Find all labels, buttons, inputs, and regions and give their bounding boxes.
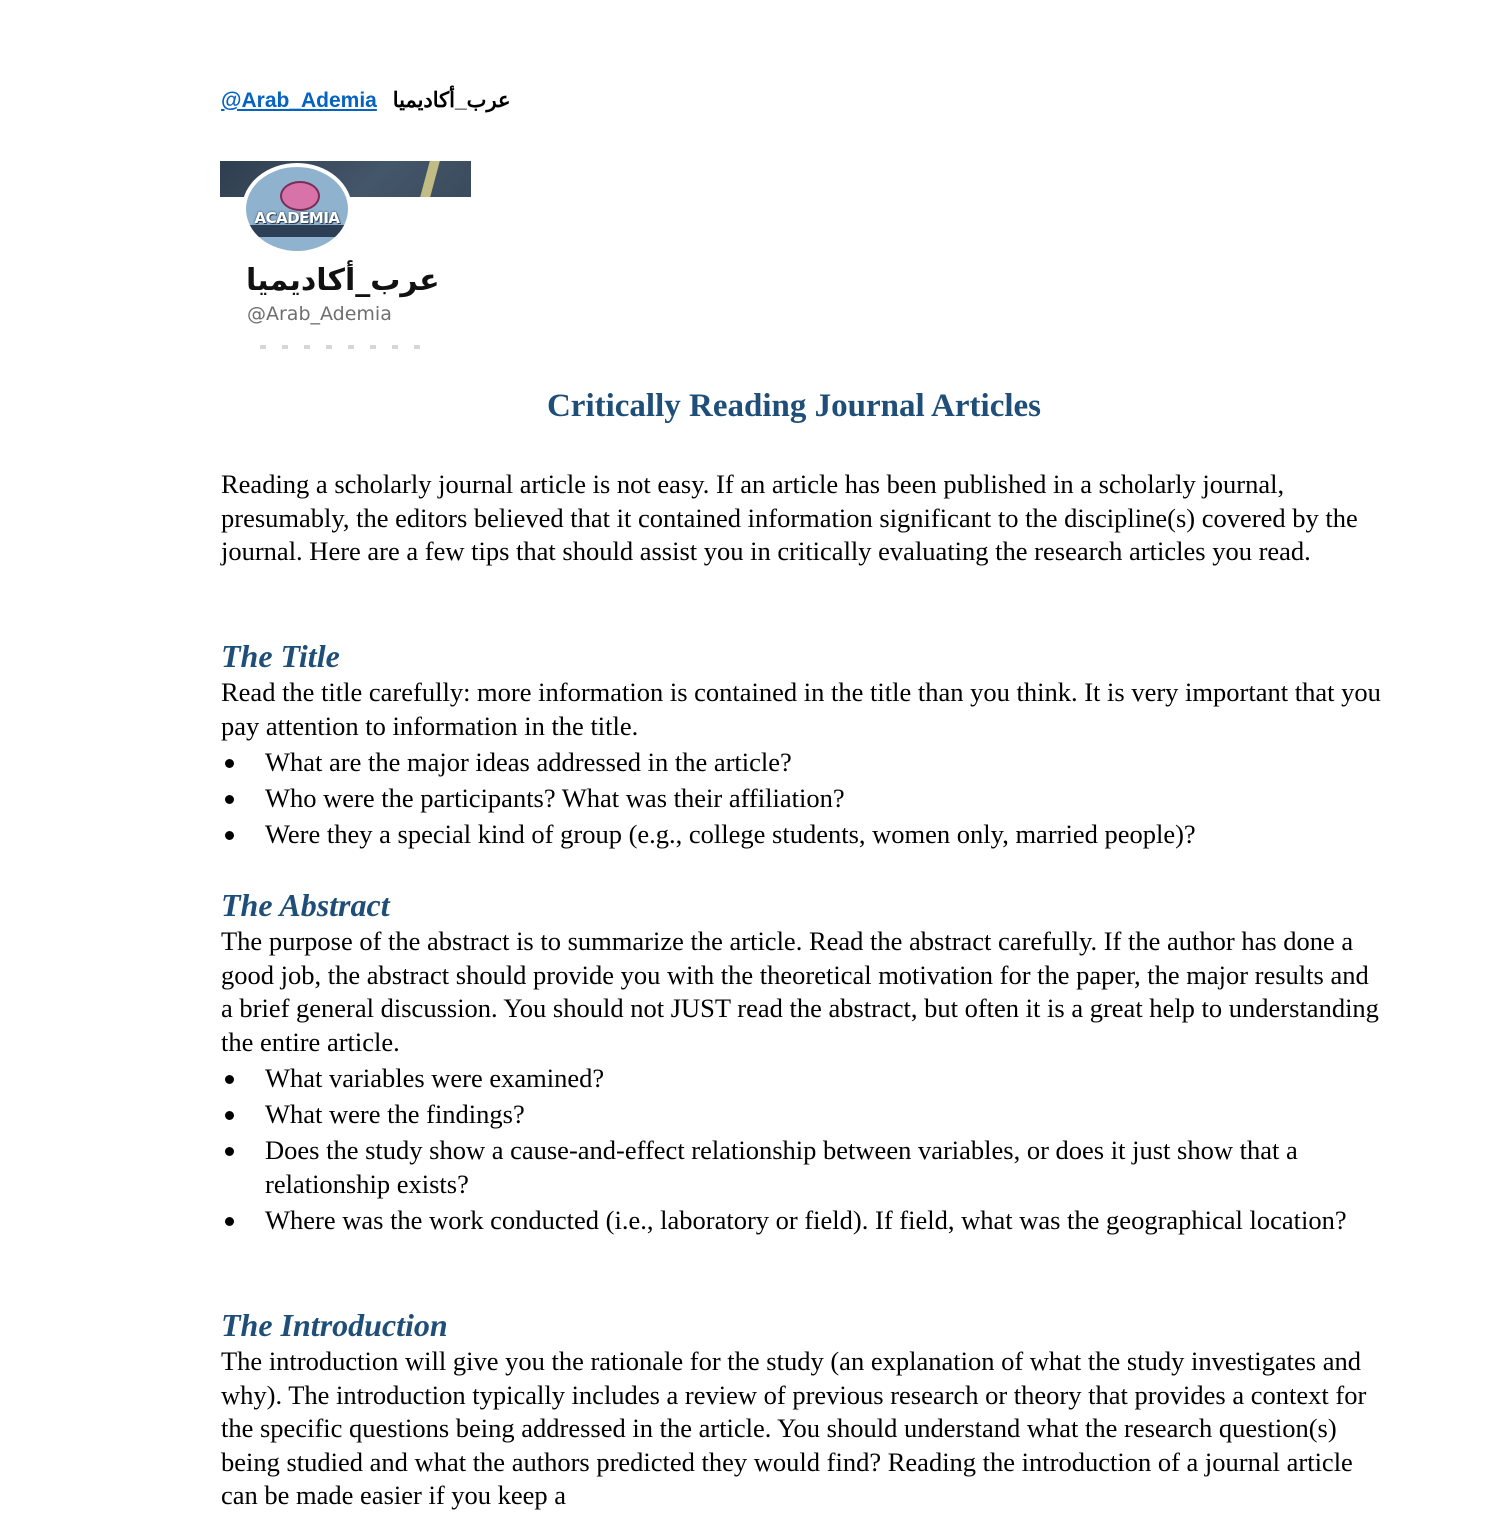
banner-decoration [420,161,440,197]
list-item [221,818,1381,852]
list-item [221,1204,1381,1238]
list-item [221,1062,1381,1096]
list-item-text: Does the study show a cause-and-effect relationship between variables, or does it just show that a relationship exists? [265,1134,1298,1199]
bullet-icon [225,759,234,768]
list-item [221,1134,1381,1201]
list-item-text: Were they a special kind of group (e.g., college students, women only, married people)? [265,818,1196,849]
bullet-icon [225,831,234,840]
profile-card-image [220,161,471,351]
header-handle-line [221,88,511,113]
bullet-icon [225,1147,234,1156]
avatar-logo-text: ACADEMIA [254,209,340,227]
list-item-text: What variables were examined? [265,1063,605,1093]
profile-display-name: عرب_أكاديميا [246,263,440,298]
list-item [221,782,1381,816]
arabic-account-name: عرب_أكاديميا [392,89,511,112]
section-introduction-body: The introduction will give you the rationale for the study (an explanation of what the study investigates and why). The introduction typically includes a review of previous research or theory that provides a context for the specific questions being addressed in the article. You should understand what the research question(s) being studied and what the authors predicted they would find? Reading the introduction of a journal article can be made easier if you keep a [221,1346,1367,1511]
section-title-body: Read the title carefully: more information is contained in the title than you think. It is very important that you pay attention to information in the title. [221,677,1381,741]
list-item-text: What are the major ideas addressed in the article? [265,747,792,777]
avatar [242,163,352,255]
bullet-icon [225,1075,234,1084]
bullet-icon [225,1217,234,1226]
list-item-text: What were the findings? [265,1098,525,1129]
bullet-icon [225,1111,234,1120]
twitter-handle-link[interactable]: @Arab_Ademia [221,89,377,112]
list-item [221,746,1381,780]
section-abstract-bullets [221,1062,1381,1240]
list-item-text: Where was the work conducted (i.e., laboratory or field). If field, what was the geographical location? [265,1204,1347,1235]
section-heading-abstract: The Abstract [221,887,390,923]
academia-logo-icon [246,167,348,251]
list-item-text: Who were the participants? What was their affiliation? [265,782,845,813]
list-item [221,1098,1381,1132]
bullet-icon [225,795,234,804]
brain-icon [280,181,320,211]
section-title-bullets [221,746,1381,854]
document-title: Critically Reading Journal Articles [546,388,1042,424]
intro-paragraph: Reading a scholarly journal article is not easy. If an article has been published in a scholarly journal, presumably, the editors believed that it contained information significant to the discipline(s) covered by the journal. Here are a few tips that should assist you in critically evaluating the research articles you read. [221,469,1358,567]
profile-handle: @Arab_Ademia [247,303,392,325]
section-heading-title: The Title [221,638,340,674]
profile-cutoff-text [260,345,420,349]
section-abstract-body: The purpose of the abstract is to summarize the article. Read the abstract carefully. If the author has done a good job, the abstract should provide you with the theoretical motivation for the paper, the major results and a brief general discussion. You should not JUST read the abstract, but often it is a great help to understanding the entire article. [221,926,1379,1057]
section-heading-introduction: The Introduction [221,1307,448,1343]
